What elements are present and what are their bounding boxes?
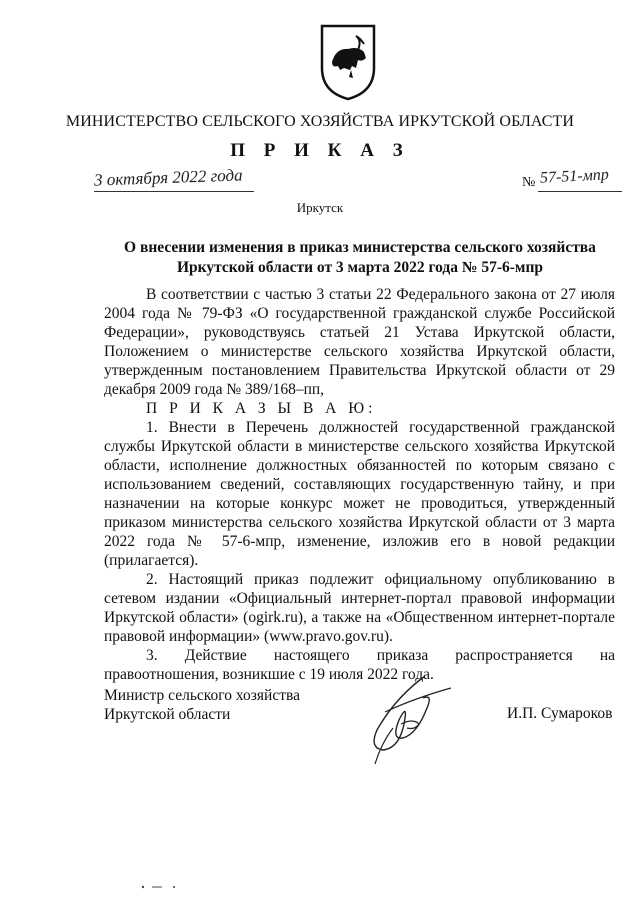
scan-mark <box>140 884 180 890</box>
number-underline <box>538 191 622 192</box>
heading-line-1: О внесении изменения в приказ министерства сельского хозяйства <box>124 239 596 256</box>
item-3: 3. Действие настоящего приказа распространяется на правоотношения, возникшие с 19 июля 2022 года. <box>104 647 615 683</box>
item-1: 1. Внести в Перечень должностей государственной гражданской службы Иркутской области в министерстве сельского хозяйства Иркутской области, исполнение должностных обязанностей по которым связано с использованием сведений, составляющих государственную тайну, и при назначении на которые конкурс может не проводиться, утвержденный приказом министерства сельского хозяйства Иркутской области от 3 марта 2022 года № 57-6-мпр, изменение, изложив его в новой редакции (прилагается). <box>104 419 615 569</box>
decree-word: П Р И К А З Ы В А Ю: <box>146 400 377 417</box>
signatory-title-line-2: Иркутской области <box>104 706 231 723</box>
coat-of-arms-icon <box>318 22 378 102</box>
document-heading <box>104 238 616 278</box>
city: Иркутск <box>296 200 344 215</box>
number-label: № <box>522 175 536 190</box>
date-underline <box>94 191 254 192</box>
document-body <box>104 285 615 684</box>
signatory-title-line-1: Министр сельского хозяйства <box>104 687 300 704</box>
item-2: 2. Настоящий приказ подлежит официальному опубликованию в сетевом издании «Официальный интернет-портал правовой информации Иркутской области» (ogirk.ru), а также на «Общественном интернет-портале правовой информации» (www.pravo.gov.ru). <box>104 571 615 645</box>
handwritten-signature <box>355 668 465 768</box>
signatory-title <box>104 686 300 724</box>
document-date: 3 октября 2022 года <box>93 165 243 190</box>
heading-line-2: Иркутской области от 3 марта 2022 года № 57-6-мпр <box>176 259 544 276</box>
signatory-name: И.П. Сумароков <box>507 705 613 722</box>
ministry-name: МИНИСТЕРСТВО СЕЛЬСКОГО ХОЗЯЙСТВА ИРКУТСКОЙ ОБЛАСТИ <box>65 113 575 130</box>
document-number: 57-51-мпр <box>539 166 610 187</box>
document-type: П Р И К А З <box>230 140 410 161</box>
preamble: В соответствии с частью 3 статьи 22 Федерального закона от 27 июля 2004 года № 79-ФЗ «О государственной гражданской службе Российской Федерации», руководствуясь статьей 21 Устава Иркутской области, Положением о министерстве сельского хозяйства Иркутской области, утвержденным постановлением Правительства Иркутской области от 29 декабря 2009 года № 389/168–пп, <box>104 286 615 398</box>
